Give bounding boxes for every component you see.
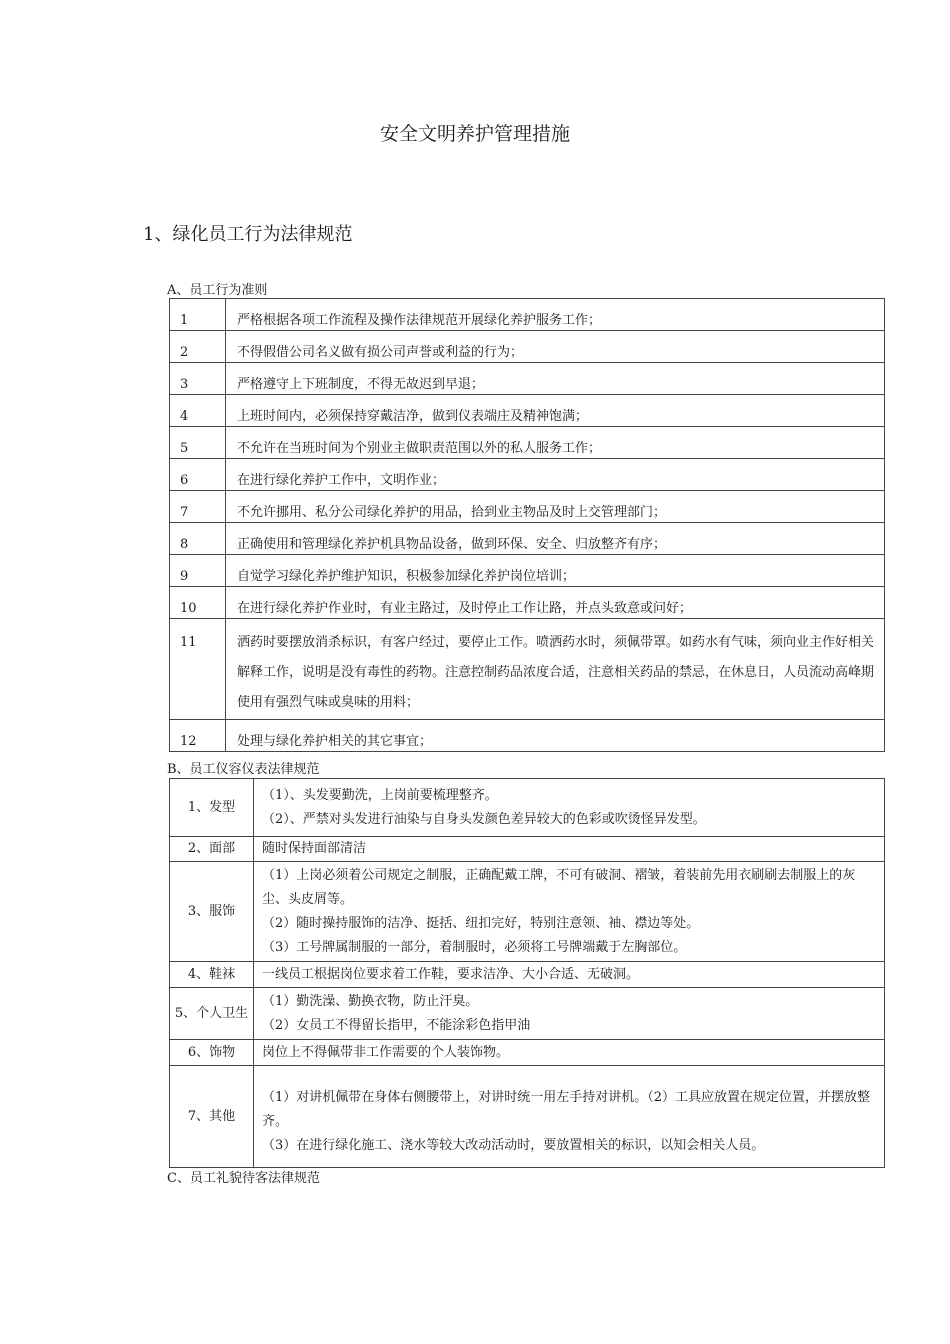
rule-text: 不允许在当班时间为个别业主做职责范围以外的私人服务工作；: [226, 427, 885, 459]
table-row: [170, 837, 885, 862]
description-line: （2）女员工不得留长指甲，不能涂彩色指甲油: [262, 1017, 531, 1033]
table-row: [170, 1066, 885, 1168]
description-line: （1）勤洗澡、勤换衣物，防止汗臭。: [262, 993, 479, 1009]
rule-number: 7: [170, 491, 226, 523]
description-line: （1）对讲机佩带在身体右侧腰带上，对讲时统一用左手持对讲机。（2）工具应放置在规定位置，并摆放整齐。: [262, 1089, 871, 1129]
description-line: （1）、头发要勤洗，上岗前要梳理整齐。: [262, 787, 498, 803]
rule-text: 严格遵守上下班制度，不得无故迟到早退；: [226, 363, 885, 395]
category-cell: 6、饰物: [170, 1040, 254, 1066]
rule-number: 8: [170, 523, 226, 555]
rule-number: 4: [170, 395, 226, 427]
rule-number: 3: [170, 363, 226, 395]
description-line: （2）、严禁对头发进行油染与自身头发颜色差异较大的色彩或吹烫怪异发型。: [262, 811, 706, 827]
table-row: [170, 587, 885, 619]
table-row: [170, 459, 885, 491]
rule-number: 9: [170, 555, 226, 587]
section-heading: 1、绿化员工行为法律规范: [143, 224, 353, 245]
rule-text: 上班时间内，必须保持穿戴洁净，做到仪表端庄及精神饱满；: [226, 395, 885, 427]
rule-number: 5: [170, 427, 226, 459]
rule-text: 严格根据各项工作流程及操作法律规范开展绿化养护服务工作；: [226, 299, 885, 331]
conduct-rules-table: [169, 298, 885, 752]
table-row: [170, 962, 885, 988]
description-line: 随时保持面部清洁: [262, 841, 367, 856]
rule-number: 1: [170, 299, 226, 331]
table-row: [170, 331, 885, 363]
rule-number: 2: [170, 331, 226, 363]
part-b-heading: B、员工仪容仪表法律规范: [167, 762, 320, 777]
description-line: （1）上岗必须着公司规定之制服，正确配戴工牌，不可有破洞、褶皱，着装前先用衣刷刷去制服上的灰尘、头皮屑等。: [262, 867, 856, 907]
rule-text: 洒药时要摆放消杀标识，有客户经过，要停止工作。喷洒药水时，须佩带罩。如药水有气味，须向业主作好相关解释工作，说明是没有毒性的药物。注意控制药品浓度合适，注意相关药品的禁忌，在休息日，人员流动高峰期使用有强烈气味或臭味的用料；: [226, 619, 885, 720]
description-cell: [254, 988, 885, 1040]
rule-number: 12: [170, 720, 226, 752]
part-c-heading: C、员工礼貌待客法律规范: [167, 1171, 320, 1186]
rule-text: 不得假借公司名义做有损公司声誉或利益的行为；: [226, 331, 885, 363]
table-row: [170, 555, 885, 587]
description-line: （3）工号牌属制服的一部分，着制服时，必须将工号牌端戴于左胸部位。: [262, 939, 687, 955]
description-cell: [254, 962, 885, 988]
description-cell: [254, 837, 885, 862]
category-cell: 4、鞋袜: [170, 962, 254, 988]
appearance-rules-table: [169, 778, 885, 1168]
description-cell: [254, 1066, 885, 1168]
table-row: [170, 619, 885, 720]
rule-text: 不允许挪用、私分公司绿化养护的用品，拾到业主物品及时上交管理部门；: [226, 491, 885, 523]
category-cell: 7、其他: [170, 1066, 254, 1168]
table-row: [170, 491, 885, 523]
rule-number: 10: [170, 587, 226, 619]
category-cell: 1、发型: [170, 779, 254, 837]
table-row: [170, 779, 885, 837]
rule-number: 6: [170, 459, 226, 491]
rule-text: 处理与绿化养护相关的其它事宜；: [226, 720, 885, 752]
table-row: [170, 523, 885, 555]
description-line: 一线员工根据岗位要求着工作鞋，要求洁净、大小合适、无破洞。: [262, 966, 640, 982]
description-cell: [254, 779, 885, 837]
description-cell: [254, 1040, 885, 1066]
rule-text: 在进行绿化养护作业时，有业主路过，及时停止工作让路，并点头致意或问好；: [226, 587, 885, 619]
rule-text: 正确使用和管理绿化养护机具物品设备，做到环保、安全、归放整齐有序；: [226, 523, 885, 555]
rule-text: 在进行绿化养护工作中，文明作业；: [226, 459, 885, 491]
page-title: 安全文明养护管理措施: [379, 123, 570, 145]
category-cell: 3、服饰: [170, 862, 254, 962]
rule-text: 自觉学习绿化养护维护知识，积极参加绿化养护岗位培训；: [226, 555, 885, 587]
description-cell: [254, 862, 885, 962]
description-line: （2）随时操持服饰的洁净、挺括、纽扣完好，特别注意领、袖、襟边等处。: [262, 915, 700, 931]
part-a-heading: A、员工行为准则: [167, 283, 268, 298]
category-cell: 2、面部: [170, 837, 254, 862]
table-row: [170, 1040, 885, 1066]
description-line: （3）在进行绿化施工、浇水等较大改动活动时，要放置相关的标识，以知会相关人员。: [262, 1137, 765, 1153]
category-cell: 5、个人卫生: [170, 988, 254, 1040]
rule-number: 11: [170, 619, 226, 720]
description-line: 岗位上不得佩带非工作需要的个人装饰物。: [262, 1044, 510, 1060]
table-row: [170, 988, 885, 1040]
table-row: [170, 720, 885, 752]
table-row: [170, 427, 885, 459]
table-row: [170, 395, 885, 427]
table-row: [170, 862, 885, 962]
table-row: [170, 363, 885, 395]
table-row: [170, 299, 885, 331]
